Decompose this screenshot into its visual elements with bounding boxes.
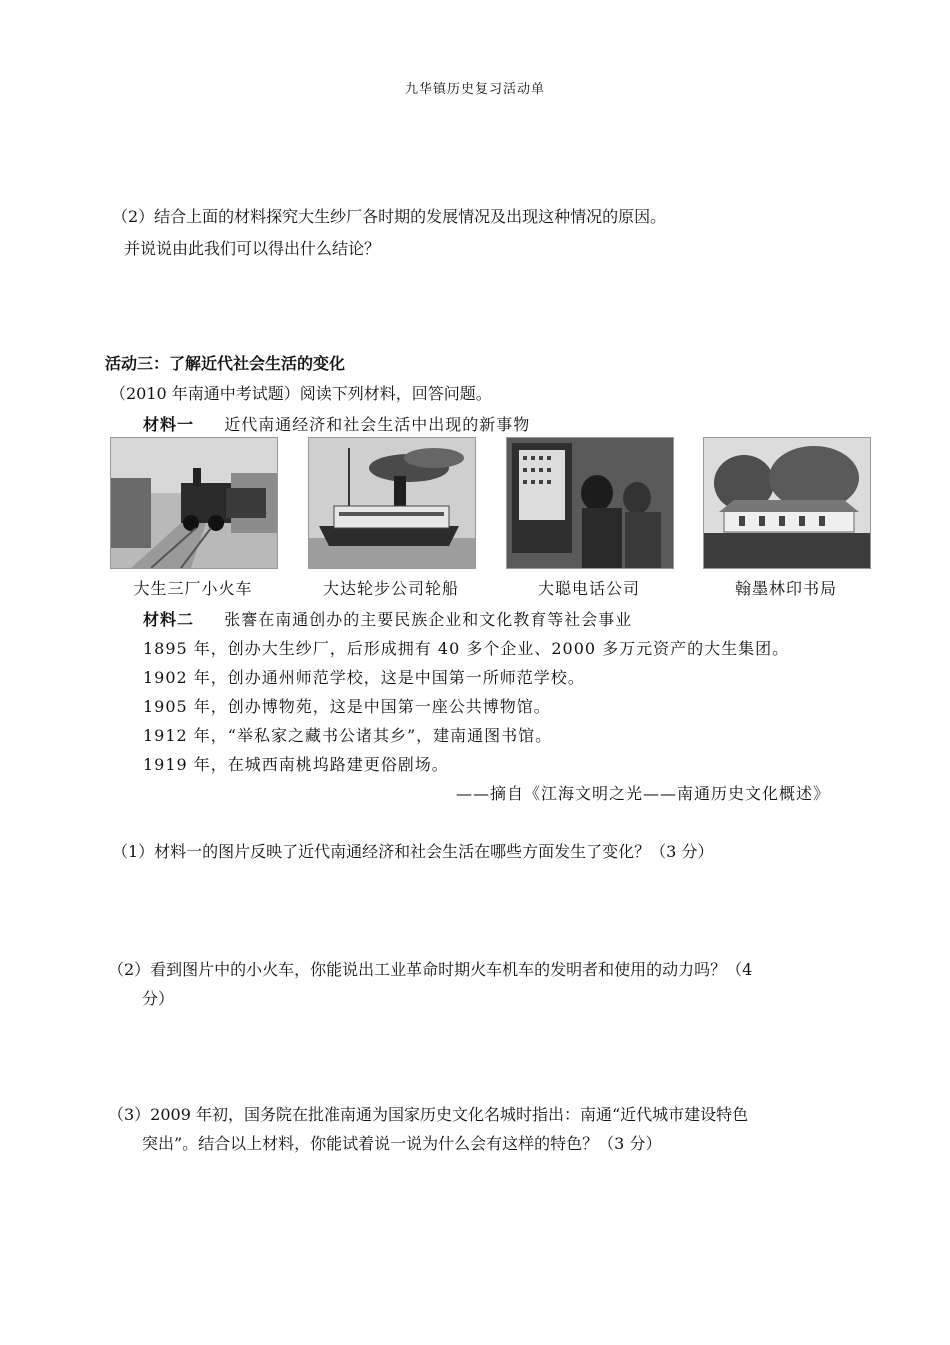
question-2-line1: （2）结合上面的材料探究大生纱厂各时期的发展情况及出现这种情况的原因。 (112, 207, 667, 226)
material1-text: 近代南通经济和社会生活中出现的新事物 (224, 415, 531, 434)
question-2-line2: 分） (142, 989, 175, 1008)
question-3-line2: 突出”。结合以上材料，你能试着说一说为什么会有这样的特色？（3 分） (142, 1134, 662, 1153)
page-header: 九华镇历史复习活动单 (404, 82, 545, 97)
material1-label: 材料一 (143, 415, 195, 434)
photo-steamship (308, 437, 476, 569)
material2-line: 1905 年，创办博物苑，这是中国第一座公共博物馆。 (143, 697, 551, 716)
material2-source: ——摘自《江海文明之光——南通历史文化概述》 (455, 784, 830, 803)
material2-text: 张謇在南通创办的主要民族企业和文化教育等社会事业 (224, 610, 633, 629)
material2-line: 1895 年，创办大生纱厂，后形成拥有 40 多个企业、2000 多万元资产的大生集团。 (143, 639, 790, 658)
caption-steamship: 大达轮步公司轮船 (322, 579, 459, 598)
caption-telephone: 大聪电话公司 (537, 579, 640, 598)
activity-title: 活动三：了解近代社会生活的变化 (105, 354, 346, 373)
material2-line: 1902 年，创办通州师范学校，这是中国第一所师范学校。 (143, 668, 585, 687)
material2-heading (143, 607, 632, 630)
photo-train (110, 437, 278, 569)
caption-train: 大生三厂小火车 (133, 579, 253, 598)
activity-intro: （2010 年南通中考试题）阅读下列材料，回答问题。 (110, 384, 492, 403)
photo-printing-house (703, 437, 871, 569)
material2-label: 材料二 (143, 610, 195, 629)
question-2-line2: 并说说由此我们可以得出什么结论？ (124, 239, 381, 258)
caption-printing-house: 翰墨林印书局 (734, 579, 837, 598)
material2-line: 1912 年，“举私家之藏书公诸其乡”，建南通图书馆。 (143, 726, 553, 745)
material1-heading (143, 412, 530, 435)
material2-line: 1919 年，在城西南桃坞路建更俗剧场。 (143, 755, 449, 774)
photo-telephone (506, 437, 674, 569)
question-1: （1）材料一的图片反映了近代南通经济和社会生活在哪些方面发生了变化？（3 分） (112, 842, 714, 861)
question-3-line1: （3）2009 年初，国务院在批准南通为国家历史文化名城时指出：南通“近代城市建设特色 (108, 1105, 749, 1124)
question-2-line1: （2）看到图片中的小火车，你能说出工业革命时期火车机车的发明者和使用的动力吗？（4 (108, 960, 753, 979)
